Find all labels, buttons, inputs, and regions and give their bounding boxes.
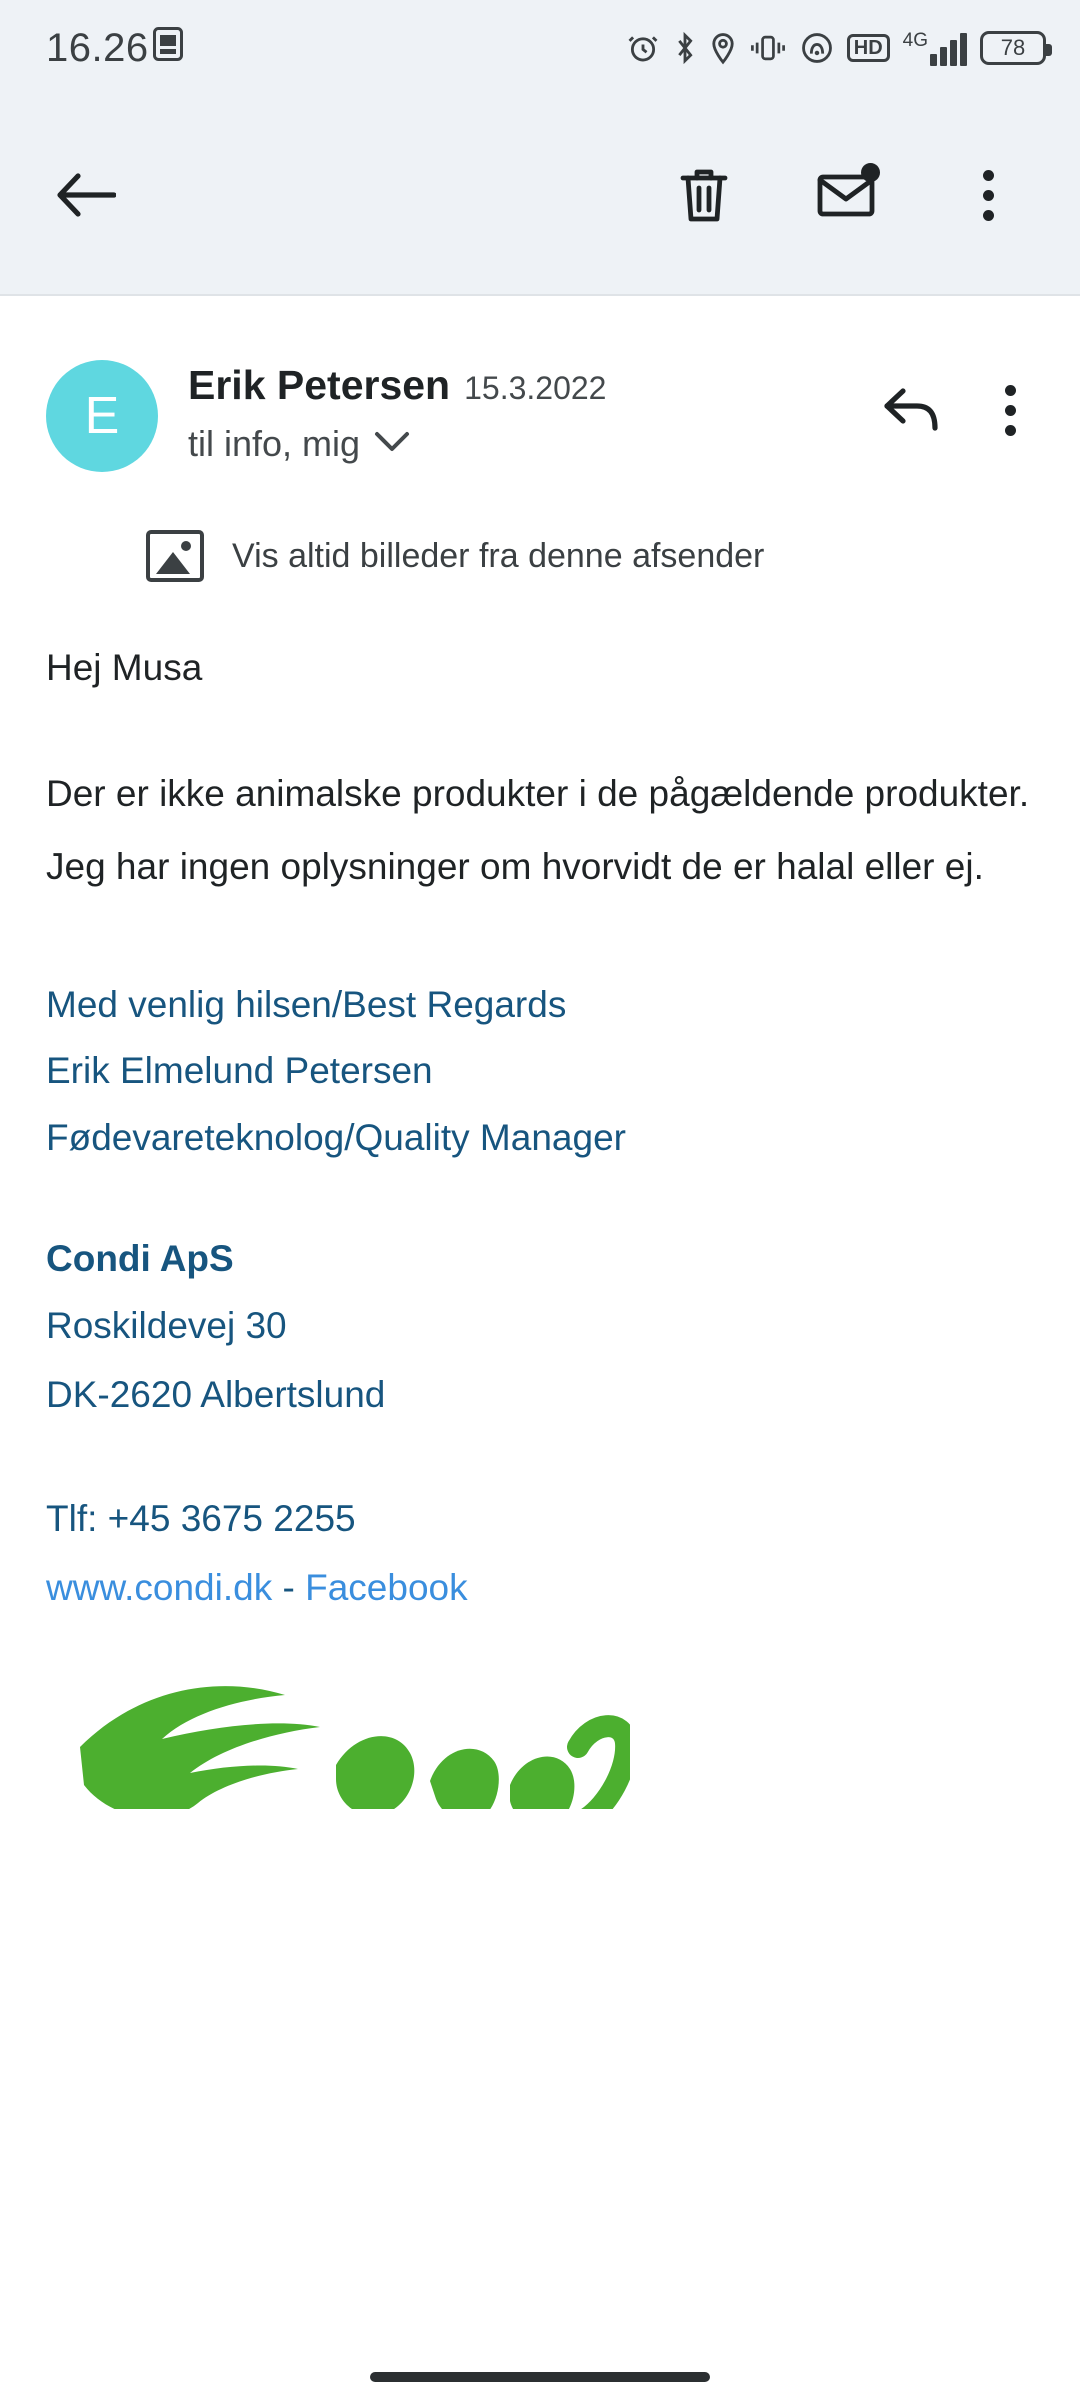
signature-address-1: Roskildevej 30 bbox=[46, 1305, 287, 1347]
battery-icon: 78 bbox=[980, 31, 1046, 65]
body-paragraph-1: Der er ikke animalske produkter i de pågældende produkter. bbox=[46, 772, 1030, 814]
signature-title: Fødevareteknolog/Quality Manager bbox=[46, 1116, 626, 1158]
signature-company: Condi ApS bbox=[46, 1238, 234, 1280]
body-paragraph-2: Jeg har ingen oplysninger om hvorvidt de er halal eller ej. bbox=[46, 846, 984, 888]
signature-phone: Tlf: +45 3675 2255 bbox=[46, 1497, 356, 1539]
condi-logo bbox=[0, 1669, 1080, 1809]
signature-links bbox=[46, 1567, 1044, 1609]
nfc-icon bbox=[800, 31, 834, 65]
status-clock-group bbox=[46, 26, 183, 71]
website-link[interactable]: www.condi.dk bbox=[46, 1567, 273, 1609]
back-button[interactable] bbox=[38, 147, 134, 243]
more-options-button[interactable] bbox=[940, 147, 1036, 243]
body-greeting: Hej Musa bbox=[46, 647, 203, 688]
vibrate-icon bbox=[749, 31, 787, 65]
status-bar bbox=[0, 0, 1080, 96]
app-toolbar bbox=[0, 96, 1080, 294]
status-icons bbox=[626, 31, 1046, 66]
alarm-icon bbox=[626, 31, 660, 65]
signature-name: Erik Elmelund Petersen bbox=[46, 1050, 433, 1092]
signature-regards: Med venlig hilsen/Best Regards bbox=[46, 983, 567, 1025]
kebab-icon bbox=[1005, 385, 1016, 436]
sim-card-icon bbox=[153, 26, 183, 71]
kebab-icon bbox=[983, 170, 994, 221]
facebook-link[interactable]: Facebook bbox=[305, 1567, 468, 1609]
mark-unread-button[interactable] bbox=[798, 147, 894, 243]
sender-info bbox=[188, 356, 876, 465]
sender-name: Erik Petersen bbox=[188, 362, 451, 408]
signal-bars bbox=[930, 33, 967, 66]
delete-button[interactable] bbox=[656, 147, 752, 243]
4g-signal-icon: 4G bbox=[903, 31, 967, 66]
chevron-down-icon[interactable] bbox=[374, 431, 410, 458]
signature-address-2: DK-2620 Albertslund bbox=[46, 1373, 386, 1415]
message-date: 15.3.2022 bbox=[464, 370, 607, 406]
hd-icon: HD bbox=[847, 34, 890, 62]
always-show-images-label: Vis altid billeder fra denne afsender bbox=[232, 536, 765, 575]
link-separator: - bbox=[272, 1567, 306, 1609]
message-more-button[interactable] bbox=[980, 374, 1040, 446]
sender-row bbox=[0, 296, 1080, 472]
recipients-label: til info, mig bbox=[188, 423, 361, 464]
bluetooth-icon bbox=[673, 31, 697, 65]
unread-indicator-dot bbox=[861, 163, 880, 182]
recipients-row[interactable] bbox=[188, 423, 876, 465]
always-show-images-banner[interactable] bbox=[0, 472, 1080, 582]
message-actions bbox=[876, 356, 1040, 446]
image-icon bbox=[146, 530, 204, 582]
status-clock: 16.26 bbox=[46, 25, 149, 70]
home-indicator[interactable] bbox=[370, 2372, 710, 2382]
location-icon bbox=[710, 31, 736, 65]
avatar: E bbox=[46, 360, 158, 472]
message-body bbox=[0, 646, 1080, 1609]
reply-button[interactable] bbox=[876, 374, 948, 446]
